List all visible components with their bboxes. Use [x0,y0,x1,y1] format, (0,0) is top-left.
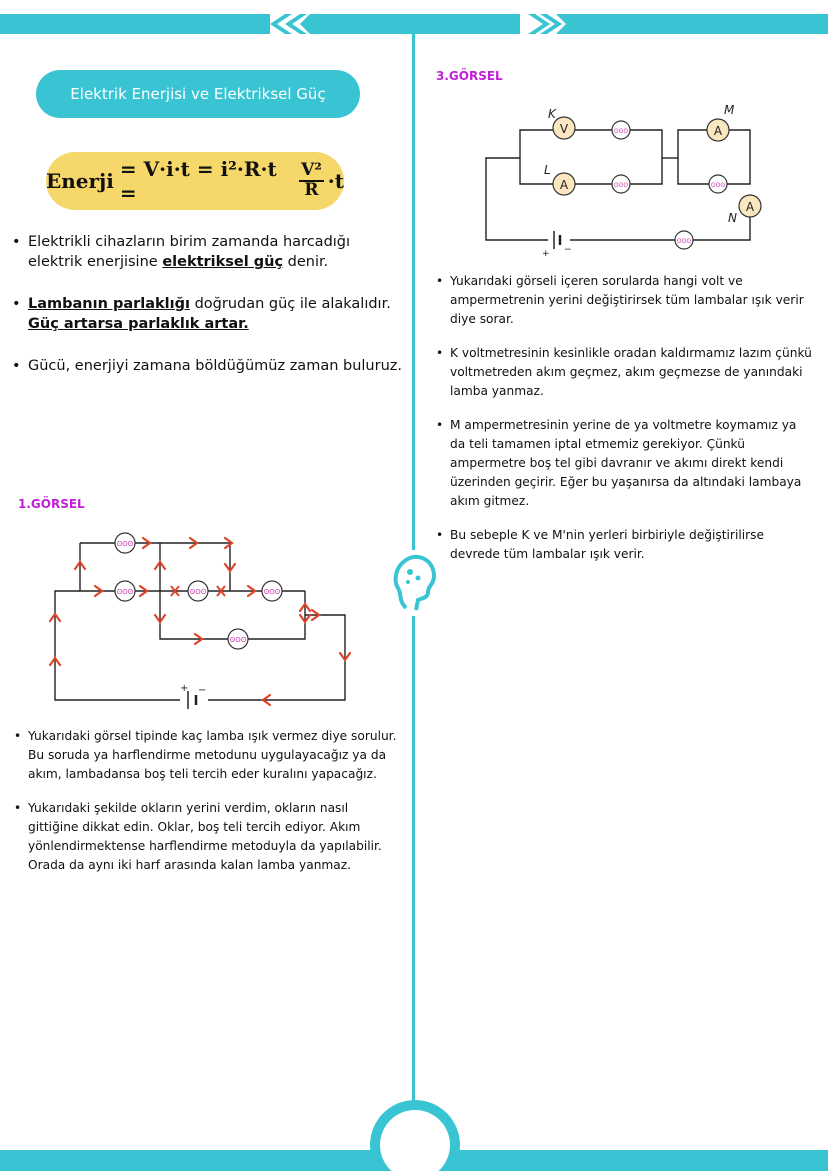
left-bullet-list [10,232,405,398]
lamp-icon [612,121,630,139]
figure3-label: 3.GÖRSEL [436,69,503,83]
ammeter-m [707,103,735,141]
list-item: • Yukarıdaki görsel tipinde kaç lamba ışık vermez diye sorulur. Bu soruda ya harflendirme metodunu uygulayacağız ya da akım, lambadansa boş teli tercih eder kuralını yapacağız. [12,727,397,784]
battery-minus-sign: − [198,685,207,696]
list-item: • K voltmetresinin kesinlikle oradan kaldırmamız lazım çünkü voltmetreden akım geçmez, akım geçmezse de yanındaki lamba yanmaz. [434,344,814,401]
lamp-icon [262,581,282,601]
list-item: • M ampermetresinin yerine de ya voltmetre koymamız ya da teli tamamen iptal etmemiz gerekiyor. Çünkü ampermetre boş tel gibi davranır ve akımı direkt kendi üzerinden geçirir. Eğer bu yaşanırsa da altındaki lambaya akım gitmez. [434,416,814,511]
lamp-icon [115,533,135,553]
current-arrows [50,538,350,705]
label-k: K [548,107,556,121]
list-item [10,294,405,334]
bullet-emphasis: Güç artarsa parlaklık artar. [28,316,249,332]
bullet-text: Elektrikli cihazların birim zamanda harcadığı elektrik enerjisine [28,234,351,270]
voltmeter-k [548,107,575,139]
ammeter-l [544,163,575,195]
bottom-arc-inner [380,1110,450,1171]
lamp-icon [675,231,693,249]
meter-symbol: V [559,122,569,136]
list-item: • Yukarıdaki görseli içeren sorularda hangi volt ve ampermetrenin yerini değiştirirsek tüm lambalar ışık verir diye sorar. [434,272,814,329]
battery-minus-sign: − [564,245,572,255]
energy-formula [46,152,344,210]
formula-lhs: Enerji [46,169,114,193]
figure3-circuit [480,100,770,258]
ammeter-n [728,195,761,225]
bullet-text: doğrudan güç ile alakalıdır. [189,296,391,312]
svg-text:ʘʘʘ: ʘʘʘ [613,182,629,189]
svg-text:ʘʘʘ: ʘʘʘ [613,128,629,135]
page-title-pill [36,70,360,118]
head-brain-icon [388,548,440,618]
bullet-text: denir. [283,254,329,270]
figure3-bullet-list [434,272,814,579]
formula-fraction [299,162,324,200]
bullet-emphasis: elektriksel güç [162,254,284,270]
svg-text:ʘʘʘ: ʘʘʘ [116,588,134,596]
lamp-icon [612,175,630,193]
battery-plus-sign: + [542,249,550,258]
formula-denominator: R [304,180,319,200]
meter-symbol: A [745,200,755,214]
battery-plus-sign: + [180,683,189,694]
figure1-bullet-list [12,727,397,890]
label-l: L [544,163,551,177]
svg-text:ʘʘʘ: ʘʘʘ [229,636,247,644]
svg-text:ʘʘʘ: ʘʘʘ [263,588,281,596]
battery-icon [180,683,208,710]
meter-symbol: A [559,178,569,192]
formula-tail: ·t [327,169,344,193]
label-n: N [728,211,737,225]
formula-numerator: V² [301,160,322,181]
figure1-label: 1.GÖRSEL [18,497,85,511]
svg-text:ʘʘʘ: ʘʘʘ [116,540,134,548]
list-item: • Yukarıdaki şekilde okların yerini verdim, okların nasıl gittiğine dikkat edin. Oklar, boş teli tercih ediyor. Akım yönlendirmektense harflendirme metoduyla da yapılabilir. Orada da aynı iki harf arasında kalan lamba yanmaz. [12,799,397,875]
bullet-emphasis: Lambanın parlaklığı [28,296,190,312]
list-item: • Bu sebeple K ve M'nin yerleri birbiriyle değiştirilirse devrede tüm lambalar ışık verir. [434,526,814,564]
bullet-text: Gücü, enerjiyi zamana böldüğümüz zaman buluruz. [28,358,402,374]
lamp-icon [188,581,208,601]
label-m: M [724,103,735,117]
svg-text:ʘʘʘ: ʘʘʘ [710,182,726,189]
svg-text:ʘʘʘ: ʘʘʘ [676,238,692,245]
list-item [10,232,405,272]
lamp-icon [709,175,727,193]
page-title: Elektrik Enerjisi ve Elektriksel Güç [70,85,326,103]
lamp-icon [115,581,135,601]
svg-text:ʘʘʘ: ʘʘʘ [189,588,207,596]
meter-symbol: A [713,124,723,138]
formula-text: = V·i·t = i²·R·t = [119,157,277,205]
list-item [10,356,405,376]
figure1-circuit [40,525,360,710]
lamp-icon [228,629,248,649]
battery-icon [542,230,572,258]
